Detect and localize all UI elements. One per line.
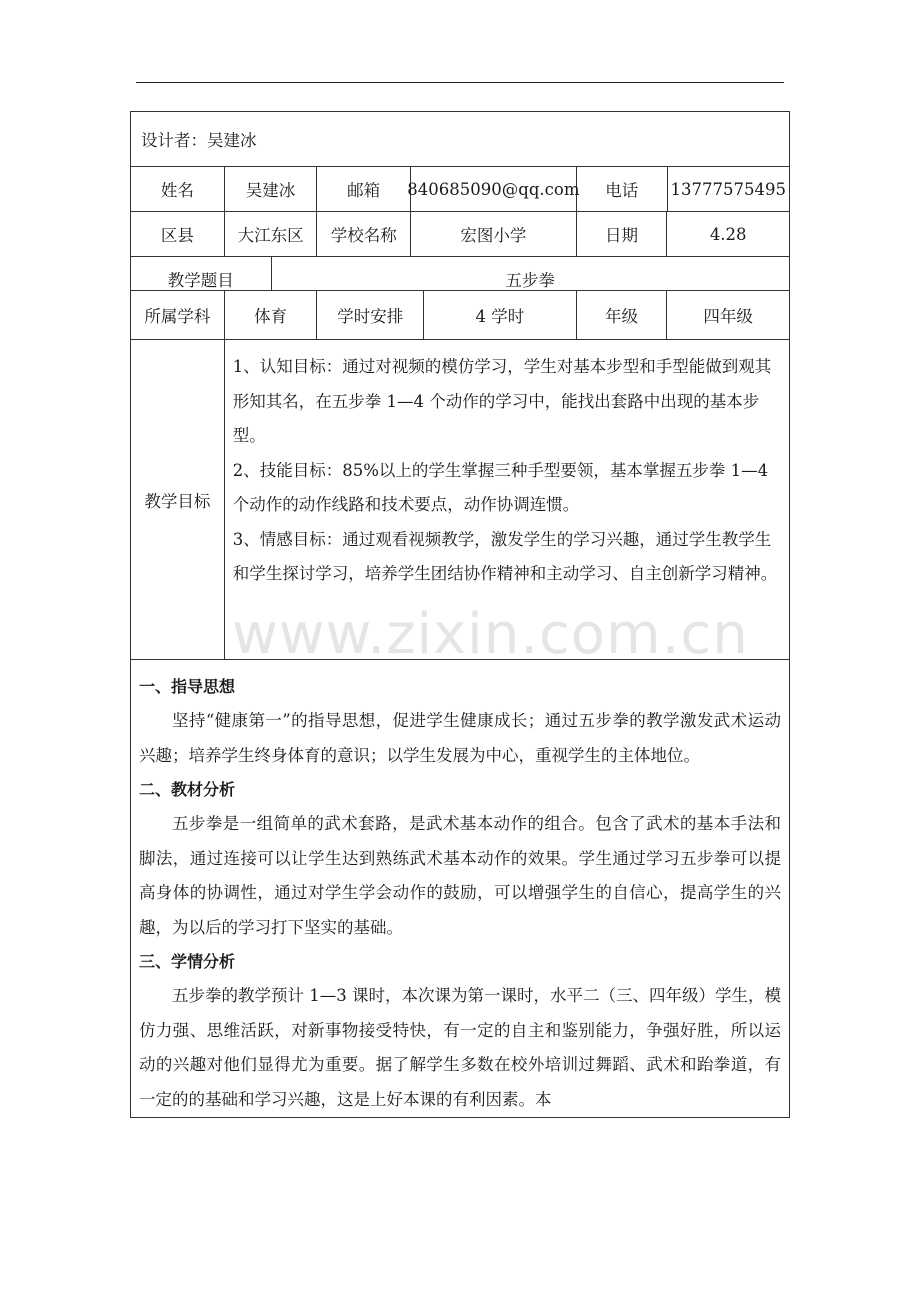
phone-value: 13777575495 xyxy=(670,179,786,199)
name-label: 姓名 xyxy=(131,167,225,211)
subject-value: 体育 xyxy=(225,291,318,339)
date-value: 4.28 xyxy=(709,224,747,244)
info-row-1 xyxy=(131,167,789,212)
grade-value: 四年级 xyxy=(703,307,753,326)
email-value: 840685090@qq.com xyxy=(411,167,577,211)
objective-item: 2、技能目标：85%以上的学生掌握三种手型要领，基本掌握五步拳 1—4 个动作的动作线路和技术要点，动作协调连惯。 xyxy=(232,460,769,514)
header-rule xyxy=(136,82,784,83)
school-label: 学校名称 xyxy=(317,212,411,256)
topic-label: 教学题目 xyxy=(131,257,272,290)
school-value: 宏图小学 xyxy=(411,212,577,256)
date-label: 日期 xyxy=(577,212,668,256)
watermark: www.zixin.com.cn xyxy=(232,602,749,667)
topic-row xyxy=(131,257,789,291)
objectives-row xyxy=(131,340,789,660)
district-label: 区县 xyxy=(131,212,225,256)
section-heading: 一、指导思想 xyxy=(139,677,236,696)
lesson-plan-table xyxy=(130,111,790,1118)
designer-row xyxy=(131,112,789,167)
topic-value: 五步拳 xyxy=(505,271,556,290)
hours-label: 学时安排 xyxy=(317,291,424,339)
hours-value: 4 学时 xyxy=(424,291,577,339)
body-row xyxy=(131,660,789,1117)
section-text: 五步拳是一组简单的武术套路，是武术基本动作的组合。包含了武术的基本手法和脚法，通过连接可以让学生达到熟练武术基本动作的效果。学生通过学习五步拳可以提高身体的协调性，通过对学生学会动作的鼓励，可以增强学生的自信心，提高学生的兴趣，为以后的学习打下坚实的基础。 xyxy=(139,814,781,937)
phone-label: 电话 xyxy=(577,167,668,211)
section-text: 坚持“健康第一”的指导思想，促进学生健康成长；通过五步拳的教学激发武术运动兴趣；培养学生终身体育的意识；以学生发展为中心，重视学生的主体地位。 xyxy=(139,711,781,765)
district-value: 大江东区 xyxy=(225,212,318,256)
objective-item: 1、认知目标：通过对视频的模仿学习，学生对基本步型和手型能做到观其形知其名，在五步拳 1—4 个动作的学习中，能找出套路中出现的基本步型。 xyxy=(232,357,772,445)
designer-line: 设计者：吴建冰 xyxy=(141,131,257,150)
info-row-2 xyxy=(131,212,789,257)
section-heading: 三、学情分析 xyxy=(139,952,236,971)
subject-label: 所属学科 xyxy=(131,291,225,339)
objectives-text xyxy=(225,340,789,659)
email-label: 邮箱 xyxy=(317,167,411,211)
section-heading: 二、教材分析 xyxy=(139,780,236,799)
objectives-label: 教学目标 xyxy=(131,340,225,659)
subject-row xyxy=(131,291,789,340)
name-value: 吴建冰 xyxy=(225,167,318,211)
objective-item: 3、情感目标：通过观看视频教学，激发学生的学习兴趣，通过学生教学生和学生探讨学习，培养学生团结协作精神和主动学习、自主创新学习精神。 xyxy=(232,529,778,583)
grade-label: 年级 xyxy=(577,291,668,339)
section-text: 五步拳的教学预计 1—3 课时，本次课为第一课时，水平二（三、四年级）学生，模仿力强、思维活跃，对新事物接受特快，有一定的自主和鉴别能力，争强好胜，所以运动的兴趣对他们显得尤为重要。据了解学生多数在校外培训过舞蹈、武术和跆拳道，有一定的的基础和学习兴趣，这是上好本课的有利因素。本 xyxy=(139,986,781,1109)
lesson-body xyxy=(131,660,789,1117)
